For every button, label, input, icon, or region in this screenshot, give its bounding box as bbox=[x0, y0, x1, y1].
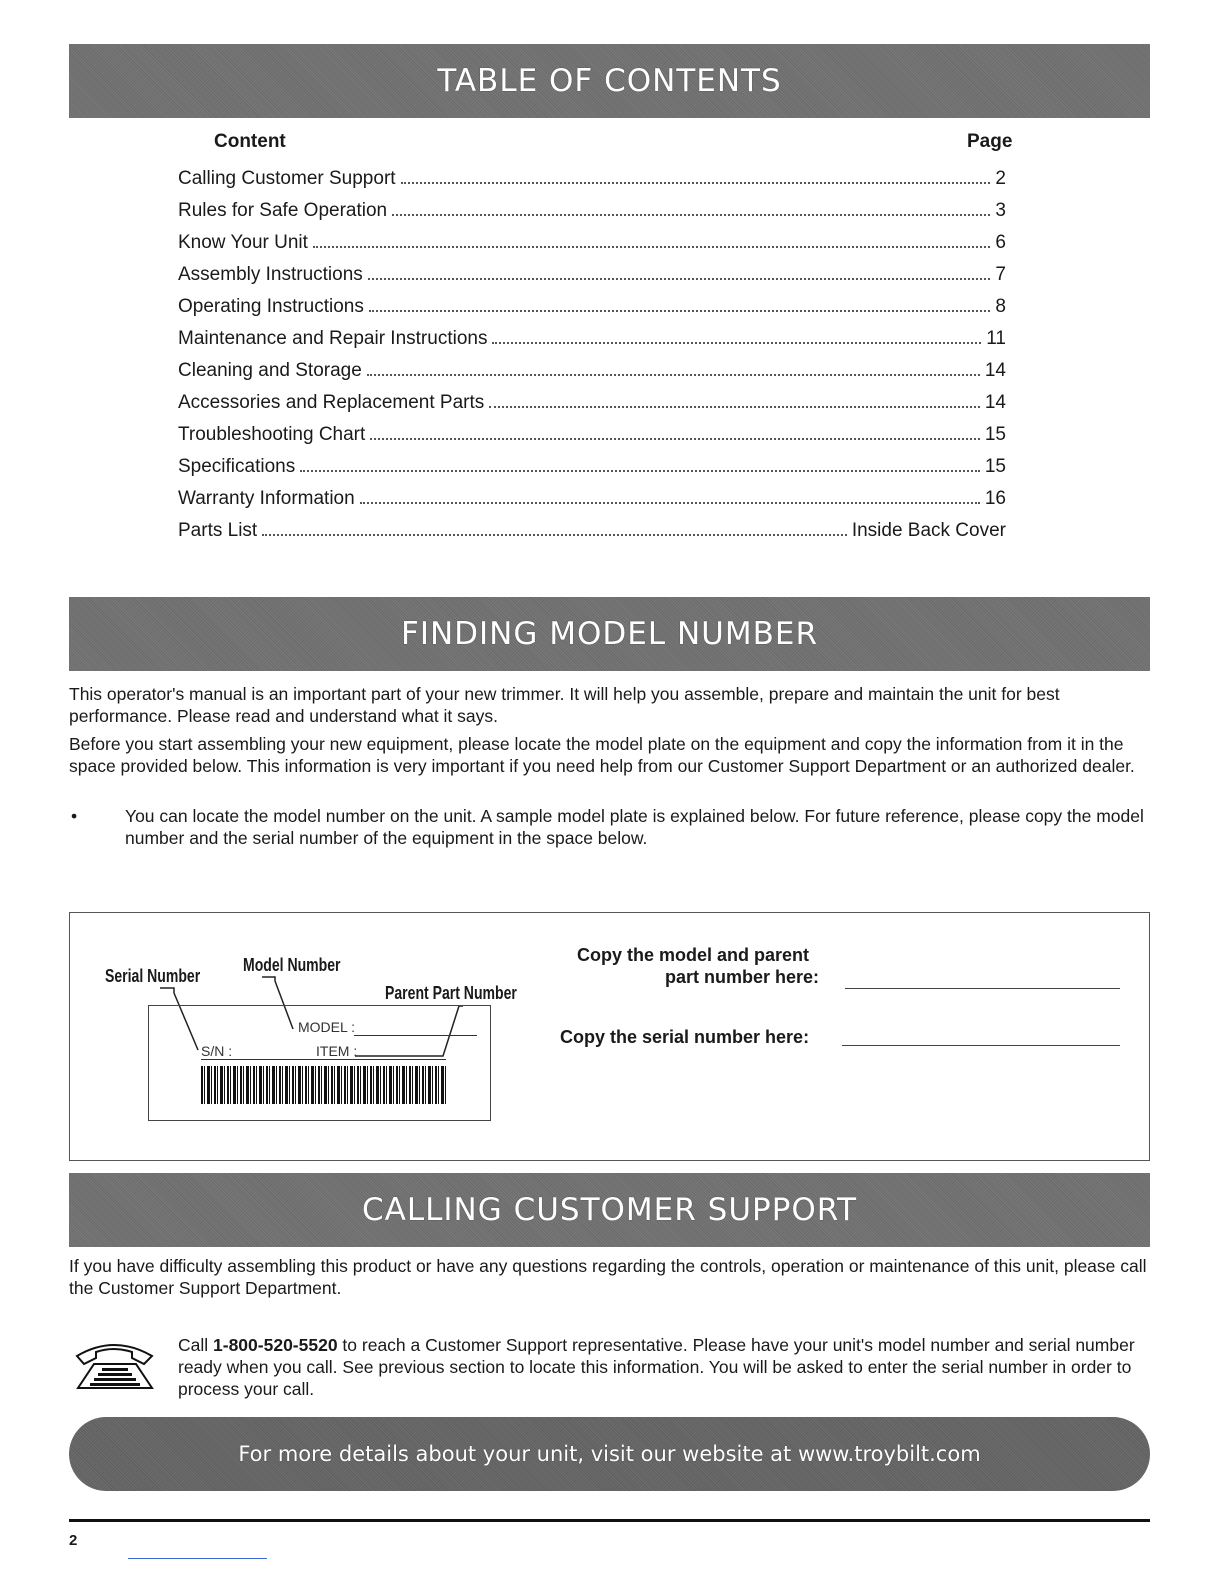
toc-row-label: Parts List bbox=[178, 520, 258, 541]
toc-row-label: Assembly Instructions bbox=[178, 264, 363, 285]
toc-row-page: 3 bbox=[995, 200, 1006, 221]
page-number: 2 bbox=[69, 1532, 78, 1549]
plate-serial-field: S/N : bbox=[201, 1043, 233, 1059]
dot-leader bbox=[368, 278, 991, 280]
toc-row-label: Troubleshooting Chart bbox=[178, 424, 366, 445]
call-rest: to reach a Customer Support representative. Please have your unit's model number and serial number ready when you call. See previous section to locate this information. You will be asked to enter the serial number in order to process your call. bbox=[178, 1335, 1135, 1399]
toc-row-page: Inside Back Cover bbox=[851, 520, 1006, 541]
toc-row-page: 14 bbox=[984, 360, 1006, 381]
support-title: CALLING CUSTOMER SUPPORT bbox=[361, 1192, 858, 1228]
toc-row-page: 2 bbox=[995, 168, 1006, 189]
toc-column-page: Page bbox=[967, 131, 1013, 152]
toc-row[interactable] bbox=[178, 328, 1006, 360]
support-phone-number[interactable]: 1-800-520-5520 bbox=[213, 1335, 338, 1355]
copy-model-label-line2: part number here: bbox=[665, 967, 820, 987]
toc-row-page: 14 bbox=[984, 392, 1006, 413]
dot-leader bbox=[367, 374, 980, 376]
copy-model-label-line1: Copy the model and parent bbox=[577, 945, 810, 965]
website-banner bbox=[69, 1417, 1150, 1491]
toc-row-label: Operating Instructions bbox=[178, 296, 364, 317]
toc-row[interactable] bbox=[178, 200, 1006, 232]
support-intro-paragraph: If you have difficulty assembling this product or have any questions regarding the controls, operation or maintenance of this unit, please call the Customer Support Department. bbox=[69, 1256, 1147, 1298]
barcode bbox=[201, 1066, 446, 1104]
plate-model-underline bbox=[354, 1035, 477, 1036]
toc-row[interactable] bbox=[178, 520, 1006, 552]
dot-leader bbox=[392, 214, 990, 216]
dot-leader bbox=[401, 182, 991, 184]
serial-number-write-line[interactable] bbox=[842, 1045, 1120, 1046]
dot-leader bbox=[300, 470, 980, 472]
toc-row-page: 16 bbox=[984, 488, 1006, 509]
support-call-paragraph bbox=[178, 1334, 1150, 1400]
model-plate bbox=[148, 1005, 491, 1121]
call-prefix: Call bbox=[178, 1335, 214, 1355]
model-intro-paragraph: This operator's manual is an important part of your new trimmer. It will help you assemble, prepare and maintain the unit for best performance. Please read and understand what it says. bbox=[69, 684, 1060, 726]
toc-row[interactable] bbox=[178, 232, 1006, 264]
toc-row[interactable] bbox=[178, 392, 1006, 424]
dot-leader bbox=[492, 342, 981, 344]
dot-leader bbox=[262, 534, 847, 536]
toc-row-label: Know Your Unit bbox=[178, 232, 308, 253]
toc-row-label: Accessories and Replacement Parts bbox=[178, 392, 485, 413]
toc-row-label: Cleaning and Storage bbox=[178, 360, 362, 381]
toc-row-label: Maintenance and Repair Instructions bbox=[178, 328, 488, 349]
plate-model-field: MODEL : bbox=[298, 1019, 356, 1035]
toc-row-label: Rules for Safe Operation bbox=[178, 200, 388, 221]
plate-serial-underline bbox=[201, 1059, 446, 1060]
toc-row[interactable] bbox=[178, 456, 1006, 488]
toc-row[interactable] bbox=[178, 296, 1006, 328]
toc-row[interactable] bbox=[178, 264, 1006, 296]
model-title: FINDING MODEL NUMBER bbox=[401, 616, 818, 652]
toc-row[interactable] bbox=[178, 168, 1006, 200]
footer-link-underline bbox=[128, 1558, 267, 1559]
model-bullet bbox=[69, 805, 1150, 849]
plate-item-field: ITEM : bbox=[316, 1043, 358, 1059]
toc-column-content: Content bbox=[214, 131, 286, 152]
model-number-label: Model Number bbox=[243, 955, 341, 975]
copy-serial-label: Copy the serial number here: bbox=[560, 1027, 810, 1047]
toc-row-label: Specifications bbox=[178, 456, 296, 477]
footer-rule bbox=[69, 1519, 1150, 1522]
model-plate-box bbox=[69, 912, 1150, 1161]
telephone-icon bbox=[72, 1338, 162, 1392]
model-banner bbox=[69, 597, 1150, 671]
toc-row-page: 8 bbox=[995, 296, 1006, 317]
website-text[interactable]: For more details about your unit, visit our website at www.troybilt.com bbox=[238, 1442, 981, 1466]
toc-row-page: 15 bbox=[984, 424, 1006, 445]
toc-title: TABLE OF CONTENTS bbox=[437, 63, 782, 99]
model-bullet-text: You can locate the model number on the unit. A sample model plate is explained below. For future reference, please copy the model number and the serial number of the equipment in the space below. bbox=[125, 806, 1144, 848]
toc-row-page: 6 bbox=[995, 232, 1006, 253]
toc-row[interactable] bbox=[178, 424, 1006, 456]
toc-row-label: Calling Customer Support bbox=[178, 168, 396, 189]
support-banner bbox=[69, 1173, 1150, 1247]
toc-list bbox=[178, 168, 1006, 552]
toc-row[interactable] bbox=[178, 488, 1006, 520]
toc-row-page: 7 bbox=[995, 264, 1006, 285]
dot-leader bbox=[370, 438, 980, 440]
dot-leader bbox=[313, 246, 991, 248]
dot-leader bbox=[360, 502, 980, 504]
dot-leader bbox=[489, 406, 980, 408]
toc-row-page: 11 bbox=[986, 328, 1006, 349]
parent-part-number-label: Parent Part Number bbox=[385, 983, 517, 1003]
serial-number-label: Serial Number bbox=[105, 966, 201, 986]
toc-row-page: 15 bbox=[984, 456, 1006, 477]
model-before-paragraph: Before you start assembling your new equipment, please locate the model plate on the equipment and copy the information from it in the space provided below. This information is very important if you need help from our Customer Support Department or an authorized dealer. bbox=[69, 734, 1135, 776]
toc-banner bbox=[69, 44, 1150, 118]
dot-leader bbox=[369, 310, 991, 312]
model-number-write-line[interactable] bbox=[845, 988, 1120, 989]
bullet-icon: • bbox=[71, 806, 78, 826]
toc-row[interactable] bbox=[178, 360, 1006, 392]
toc-row-label: Warranty Information bbox=[178, 488, 355, 509]
